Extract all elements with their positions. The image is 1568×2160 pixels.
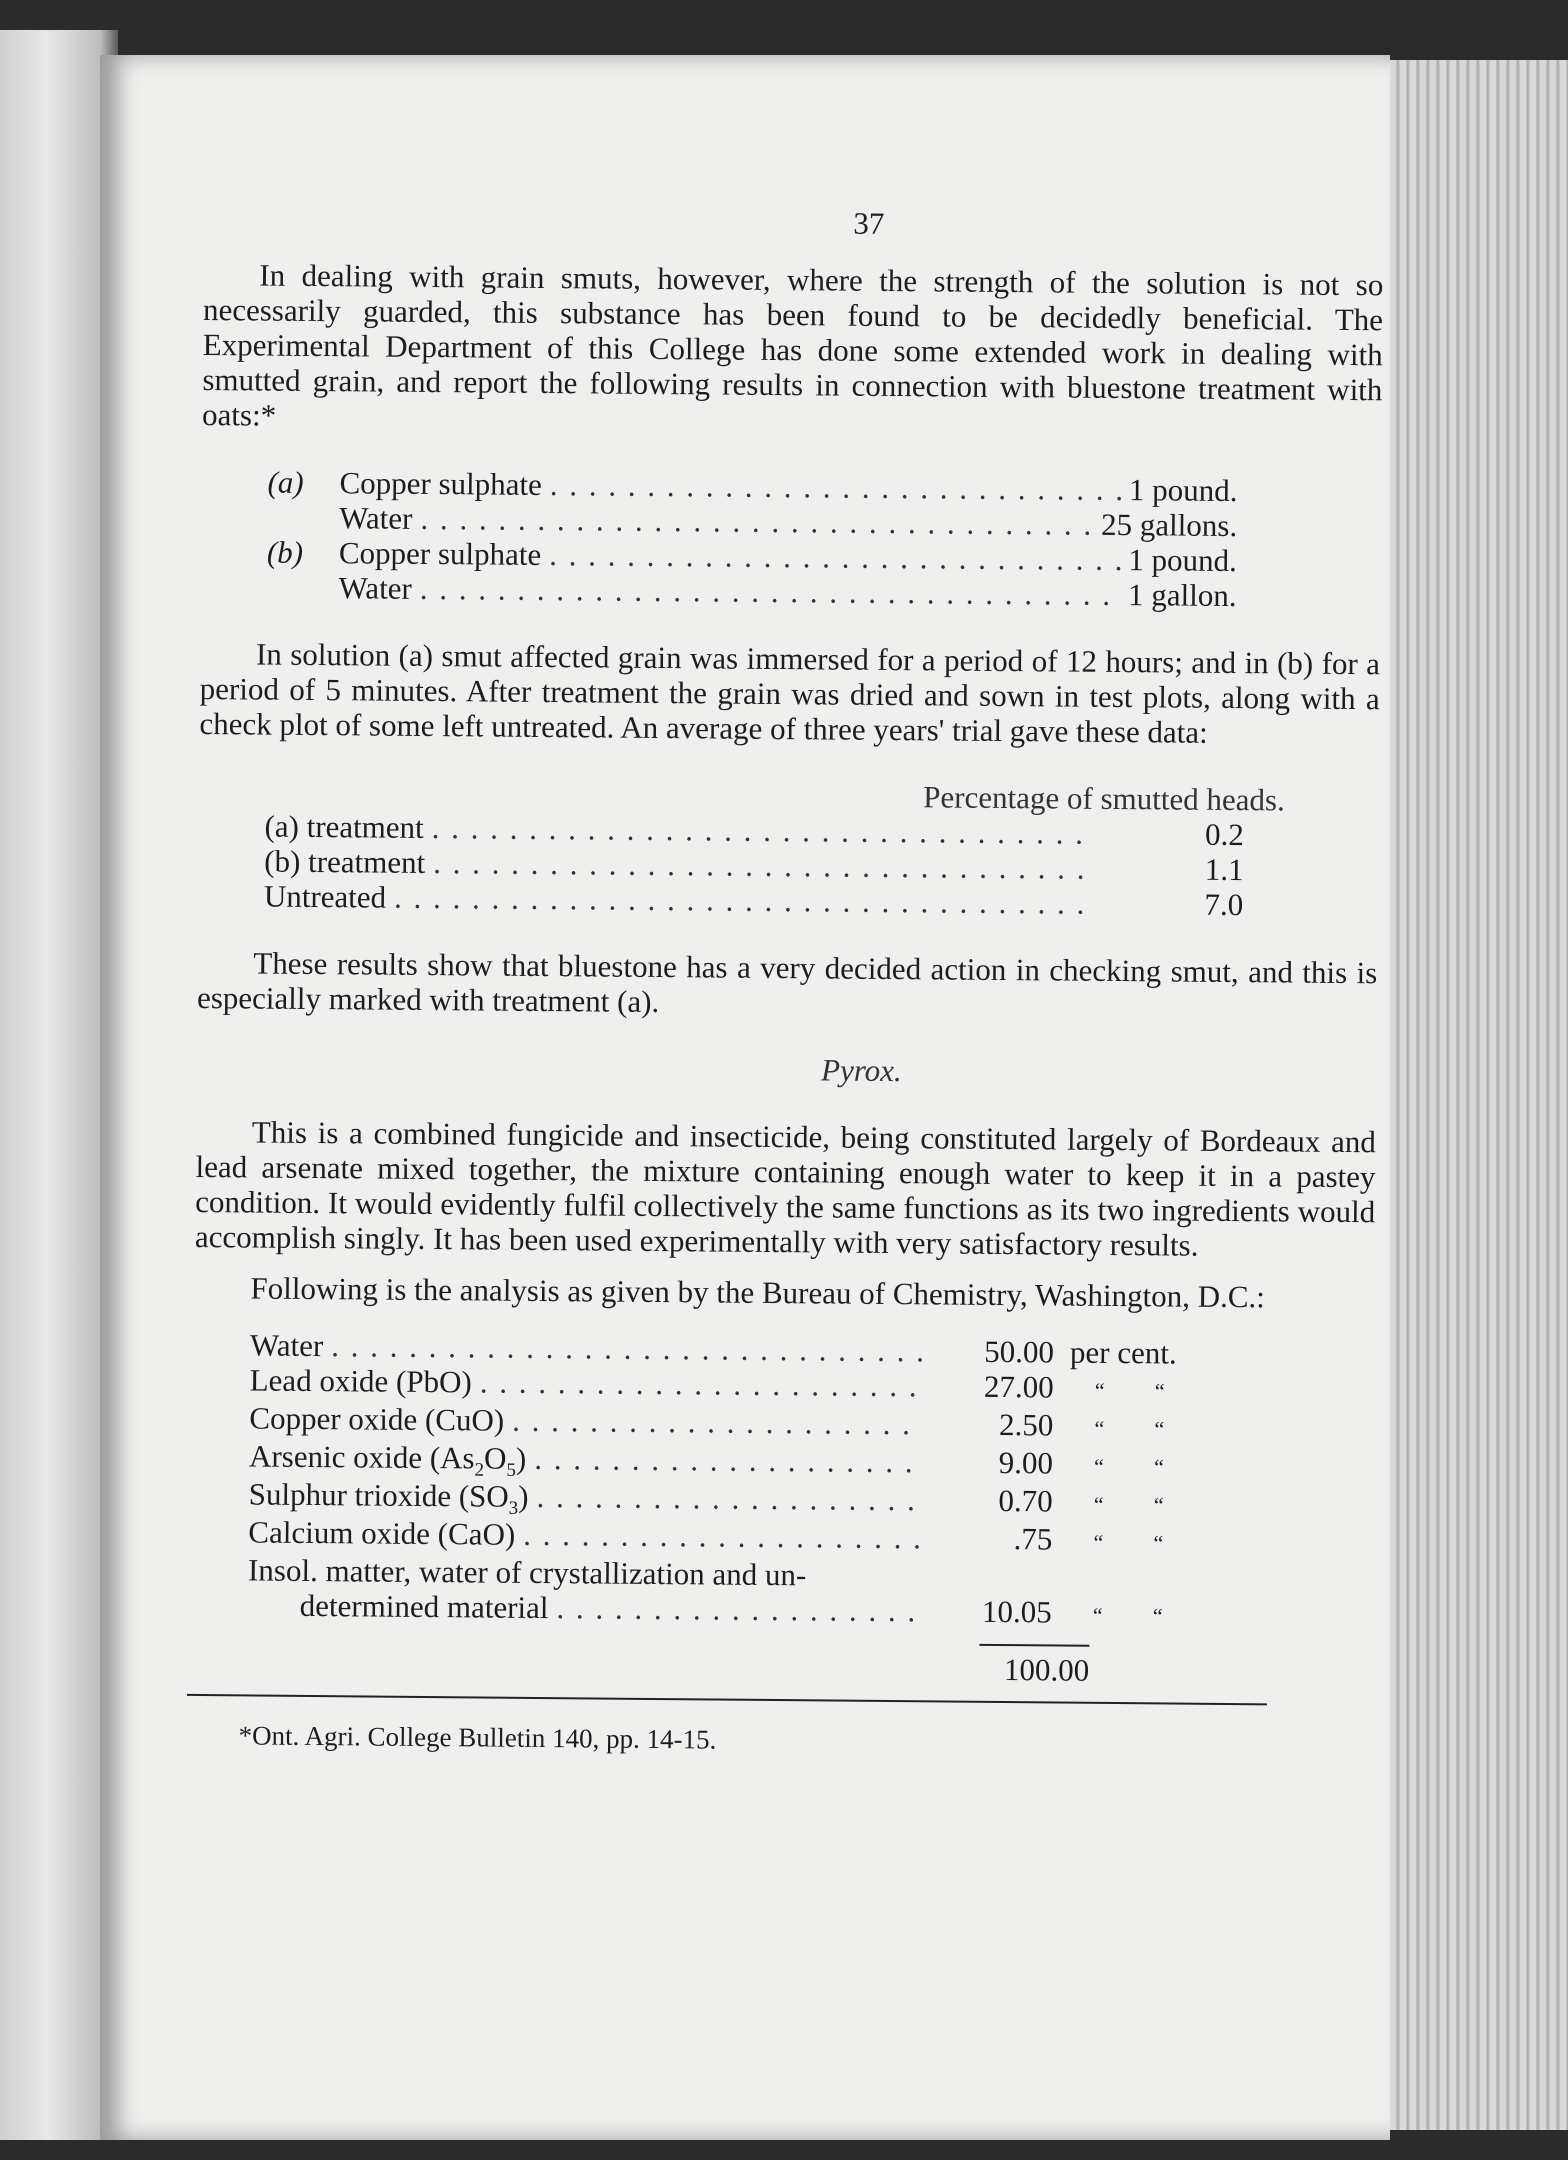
section-title-pyrox: Pyrox. bbox=[820, 1052, 902, 1089]
footnote-rule bbox=[187, 1694, 1267, 1705]
table-row: Sulphur trioxide $(SO_3)$ . . . 0.70 “ “ bbox=[249, 1476, 1209, 1522]
table-row: Insol. matter, water of crystallization and un- bbox=[247, 1552, 807, 1593]
recipe-row: Water . . . 1 gallon. bbox=[266, 570, 1236, 613]
smut-table-header: Percentage of smutted heads. bbox=[923, 779, 1285, 818]
paragraph-results: These results show that bluestone has a very decided action in checking smut, and this is especially marked with treatment (a). bbox=[196, 945, 1378, 1020]
paragraph-pyrox: This is a combined fungicide and insecticide, being constituted largely of Bordeaux and lead arsenate mixed together, the mixture containing enough water to keep it in a pastey condition. It would evidently fulfil collectively the same functions as its two ingredients would accomplish singly. It has been used experimentally with very satisfactory results. bbox=[194, 1114, 1376, 1263]
table-row: Calcium oxide (CaO) . . . .75 “ “ bbox=[248, 1514, 1208, 1560]
smut-results-table bbox=[264, 774, 1285, 923]
analysis-total: 100.00 bbox=[1003, 1652, 1090, 1688]
table-row: Copper oxide (CuO) . . . 2.50 “ “ bbox=[249, 1400, 1209, 1446]
paragraph-grain-smuts: In dealing with grain smuts, however, where the strength of the solution is not so necessarily guarded, this substance has been found to be decidedly beneficial. The Experimental Department of this College has done some extended work in dealing with smutted grain, and report the following results in connection with bluestone treatment with oats:* bbox=[201, 257, 1384, 433]
footnote: *Ont. Agri. College Bulletin 140, pp. 14-15. bbox=[238, 1720, 717, 1755]
book-page bbox=[100, 55, 1390, 2140]
recipe-row: (b) Copper sulphate . . . 1 pound. bbox=[267, 535, 1237, 578]
table-row: (a) treatment . . . 0.2 bbox=[264, 809, 1284, 853]
paragraph-solution-trial: In solution (a) smut affected grain was immersed for a period of 12 hours; and in (b) for a period of 5 minutes. After treatment the grain was dried and sown in test plots, along with a check plot of some left untreated. An average of three years' trial gave these data: bbox=[199, 636, 1381, 750]
analysis-table bbox=[247, 1327, 1210, 1688]
table-row: Untreated . . . 7.0 bbox=[264, 879, 1284, 923]
page-number: 37 bbox=[853, 205, 885, 241]
page-stack-edges bbox=[1370, 60, 1568, 2130]
recipe-row: Water . . . 25 gallons. bbox=[267, 500, 1237, 543]
table-row: Lead oxide (PbO) . . . 27.00 “ “ bbox=[250, 1362, 1210, 1408]
recipe-row: (a) Copper sulphate . . . 1 pound. bbox=[267, 465, 1237, 508]
table-row: Water . . . 50.00 per cent. bbox=[250, 1327, 1210, 1370]
table-row: Arsenic oxide $(As_2O_5)$ . . . 9.00 “ “ bbox=[249, 1438, 1209, 1484]
table-row: determined material . . . 10.05 “ “ bbox=[248, 1587, 1208, 1633]
paragraph-analysis-intro: Following is the analysis as given by the Bureau of Chemistry, Washington, D.C.: bbox=[250, 1270, 1266, 1315]
table-row: (b) treatment . . . 1.1 bbox=[264, 844, 1284, 888]
total-rule bbox=[979, 1644, 1089, 1647]
page-content bbox=[190, 200, 1384, 1763]
bluestone-recipes bbox=[266, 465, 1237, 613]
